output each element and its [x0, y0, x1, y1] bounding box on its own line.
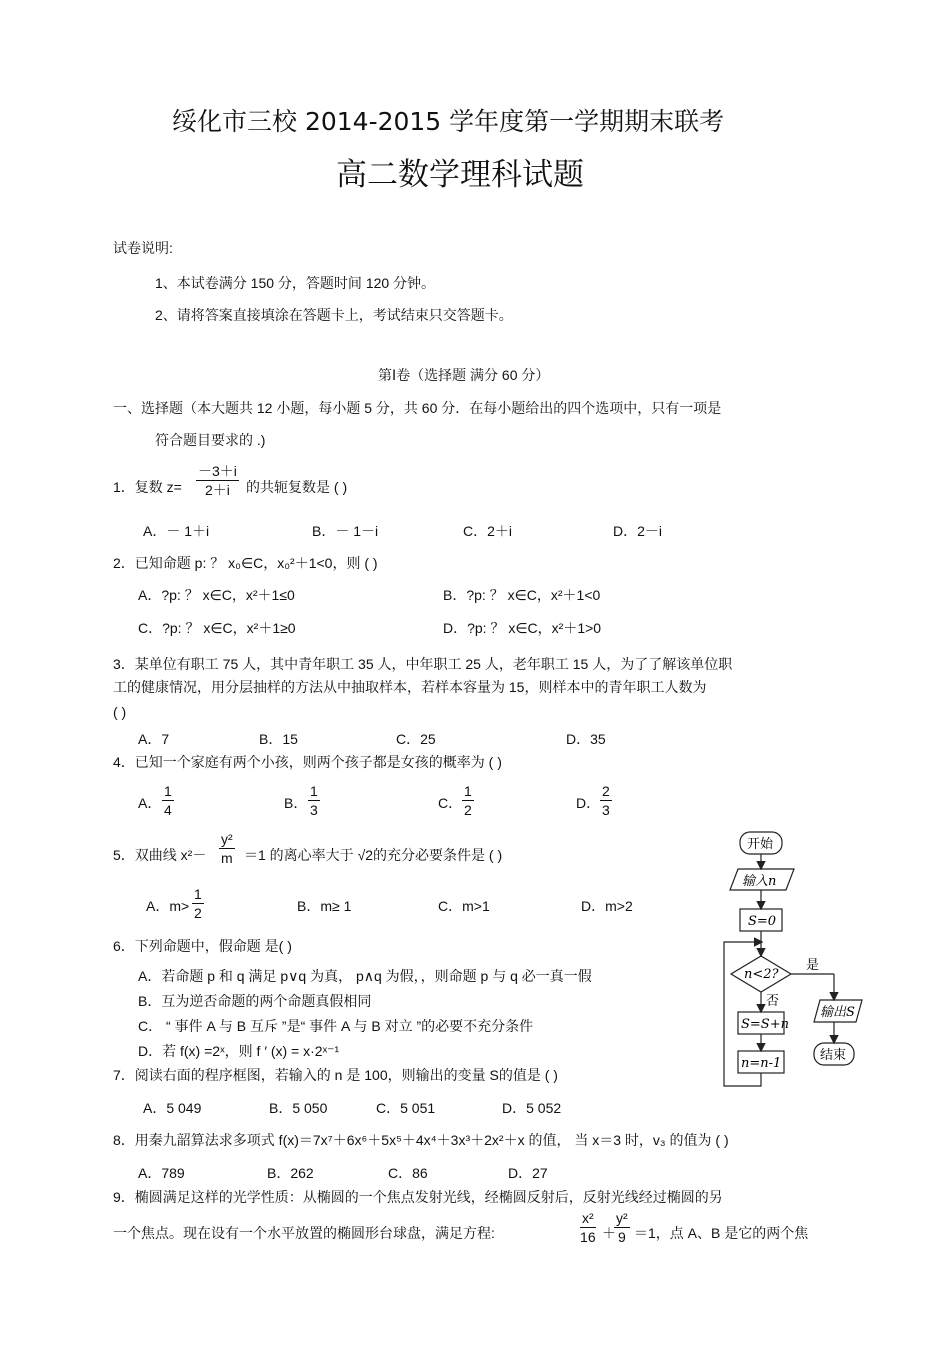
- program-flowchart: [716, 826, 876, 1092]
- exam-subtitle: 高二数学理科试题: [336, 157, 584, 193]
- instructions-item-1: 1、本试卷满分 150 分，答题时间 120 分钟。: [155, 275, 436, 291]
- q7-stem: 7．阅读右面的程序框图，若输入的 n 是 100，则输出的变量 S的值是 ( ): [113, 1067, 558, 1083]
- q4-option-c-fraction: [462, 782, 474, 819]
- q1-stem-pre: 1．复数 z=: [113, 479, 182, 495]
- q9-line1: 9．椭圆满足这样的光学性质：从椭圆的一个焦点发射光线，经椭圆反射后，反射光线经过椭圆的另: [113, 1189, 723, 1205]
- exam-title: 绥化市三校 2014-2015 学年度第一学期期末联考: [172, 107, 725, 136]
- q8-option-c: C．86: [388, 1165, 428, 1181]
- q4-d-den: 3: [602, 802, 610, 818]
- q9-fraction-1: [580, 1209, 596, 1246]
- q2-option-d: D．?p: ？ x∈C，x²＋1>0: [443, 620, 602, 636]
- q7-option-d: D．5 052: [502, 1100, 562, 1116]
- q5-a-den: 2: [194, 905, 202, 921]
- flow-start-label: 开始: [747, 837, 774, 852]
- q4-option-b-fraction: [308, 782, 320, 819]
- q4-b-den: 3: [310, 802, 318, 818]
- q3-option-b: B．15: [259, 731, 298, 747]
- q1-stem-post: 的共轭复数是 ( ): [246, 479, 348, 495]
- q2-option-c: C．?p: ？ x∈C，x²＋1≥0: [138, 620, 296, 636]
- q5-denominator: m: [221, 850, 233, 866]
- q6-option-c: C． “ 事件 A 与 B 互斥 ”是“ 事件 A 与 B 对立 ”的必要不充分条件: [138, 1018, 534, 1034]
- q1-option-d: D．2－i: [613, 523, 663, 539]
- flow-input-label: 输入n: [742, 874, 777, 889]
- q6-option-d: D．若 f(x) =2ˣ，则 f ′ (x) = x·2ˣ⁻¹: [138, 1043, 340, 1059]
- q9-frac2-den: 9: [617, 1229, 626, 1245]
- q9-line2-post: ＝1，点 A、B 是它的两个焦: [634, 1225, 809, 1241]
- flow-output-label: 输出S: [820, 1005, 855, 1020]
- q1-option-b: B．－ 1－i: [312, 523, 379, 539]
- q4-a-den: 4: [164, 802, 172, 818]
- flow-end-label: 结束: [820, 1048, 847, 1063]
- q2-stem: 2．已知命题 p: ？ x₀∈C，x₀²＋1<0，则 ( ): [113, 555, 378, 571]
- q3-option-d: D．35: [566, 731, 606, 747]
- q1-option-c: C．2＋i: [463, 523, 513, 539]
- q9-plus: ＋: [602, 1225, 616, 1241]
- q4-c-num: 1: [464, 783, 472, 799]
- q7-option-c: C．5 051: [376, 1100, 436, 1116]
- q6-option-a: A．若命题 p 和 q 满足 p∨q 为真， p∧q 为假，，则命题 p 与 q 必一真一假: [138, 968, 592, 984]
- q7-option-a: A．5 049: [143, 1100, 202, 1116]
- q4-option-d-label: D．: [576, 795, 601, 811]
- q5-option-b: B．m≥ 1: [297, 898, 352, 914]
- q7-option-b: B．5 050: [269, 1100, 328, 1116]
- q5-option-c: C．m>1: [438, 898, 490, 914]
- q5-numerator: y²: [221, 831, 233, 847]
- q4-d-num: 2: [602, 783, 610, 799]
- instructions-item-2: 2、请将答案直接填涂在答题卡上，考试结束只交答题卡。: [155, 307, 513, 323]
- flow-init-label: S=0: [748, 914, 777, 929]
- instructions-heading: 试卷说明:: [113, 240, 173, 256]
- q1-fraction: [196, 462, 239, 499]
- q8-option-b: B．262: [267, 1165, 314, 1181]
- q6-option-b: B．互为逆否命题的两个命题真假相同: [138, 993, 372, 1009]
- q4-a-num: 1: [164, 783, 172, 799]
- flow-no-label: 否: [766, 994, 780, 1009]
- q5-fraction: [219, 830, 235, 867]
- flow-condition-label: n<2?: [744, 967, 779, 982]
- q9-frac1-den: 16: [580, 1229, 596, 1245]
- q3-line3: ( ): [113, 704, 127, 720]
- q9-fraction-2: [614, 1209, 630, 1246]
- section-desc-line2: 符合题目要求的 .): [155, 432, 266, 448]
- q4-stem: 4．已知一个家庭有两个小孩，则两个孩子都是女孩的概率为 ( ): [113, 754, 502, 770]
- section-desc-line1: 一、选择题（本大题共 12 小题，每小题 5 分，共 60 分．在每小题给出的四个选项中，只有一项是: [113, 400, 722, 416]
- q4-b-num: 1: [310, 783, 318, 799]
- q9-line2: 一个焦点。现在设有一个水平放置的椭圆形台球盘，满足方程:: [113, 1225, 495, 1241]
- q4-c-den: 2: [464, 802, 472, 818]
- q2-option-a: A．?p: ？ x∈C，x²＋1≤0: [138, 587, 295, 603]
- section-title: 第Ⅰ卷（选择题 满分 60 分）: [378, 367, 550, 383]
- q4-option-d-fraction: [600, 782, 612, 819]
- q8-option-d: D．27: [508, 1165, 548, 1181]
- q1-numerator: －3＋i: [198, 463, 237, 479]
- q3-line2: 工的健康情况，用分层抽样的方法从中抽取样本，若样本容量为 15，则样本中的青年职工人数为: [113, 679, 707, 695]
- flow-yes-label: 是: [806, 958, 820, 973]
- q5-option-a-fraction: [192, 885, 204, 922]
- q4-option-a-fraction: [162, 782, 174, 819]
- q5-stem-pre: 5．双曲线 x²－: [113, 847, 207, 863]
- q8-option-a: A．789: [138, 1165, 185, 1181]
- q5-stem-post: ＝1 的离心率大于 √2的充分必要条件是 ( ): [244, 847, 503, 863]
- q1-option-a: A．－ 1＋i: [143, 523, 210, 539]
- q6-stem: 6．下列命题中，假命题 是( ): [113, 938, 292, 954]
- q9-frac2-num: y²: [616, 1210, 628, 1226]
- q3-option-c: C．25: [396, 731, 436, 747]
- q5-a-num: 1: [194, 886, 202, 902]
- q1-denominator: 2＋i: [205, 482, 230, 498]
- q5-option-d: D．m>2: [581, 898, 633, 914]
- q9-frac1-num: x²: [582, 1210, 594, 1226]
- flow-step1-label: S=S+n: [741, 1017, 789, 1032]
- q4-option-b-label: B．: [284, 795, 308, 811]
- flow-step2-label: n=n-1: [741, 1056, 782, 1071]
- q3-line1: 3．某单位有职工 75 人，其中青年职工 35 人，中年职工 25 人，老年职工 15 人，为了了解该单位职: [113, 656, 733, 672]
- q4-option-c-label: C．: [438, 795, 463, 811]
- q2-option-b: B．?p: ？ x∈C，x²＋1<0: [443, 587, 601, 603]
- q3-option-a: A．7: [138, 731, 170, 747]
- q4-option-a-label: A．: [138, 795, 162, 811]
- q8-stem: 8．用秦九韶算法求多项式 f(x)＝7x⁷＋6x⁶＋5x⁵＋4x⁴＋3x³＋2x²＋x 的值， 当 x＝3 时，v₃ 的值为 ( ): [113, 1132, 729, 1148]
- q5-option-a-label: A．m>: [146, 898, 190, 914]
